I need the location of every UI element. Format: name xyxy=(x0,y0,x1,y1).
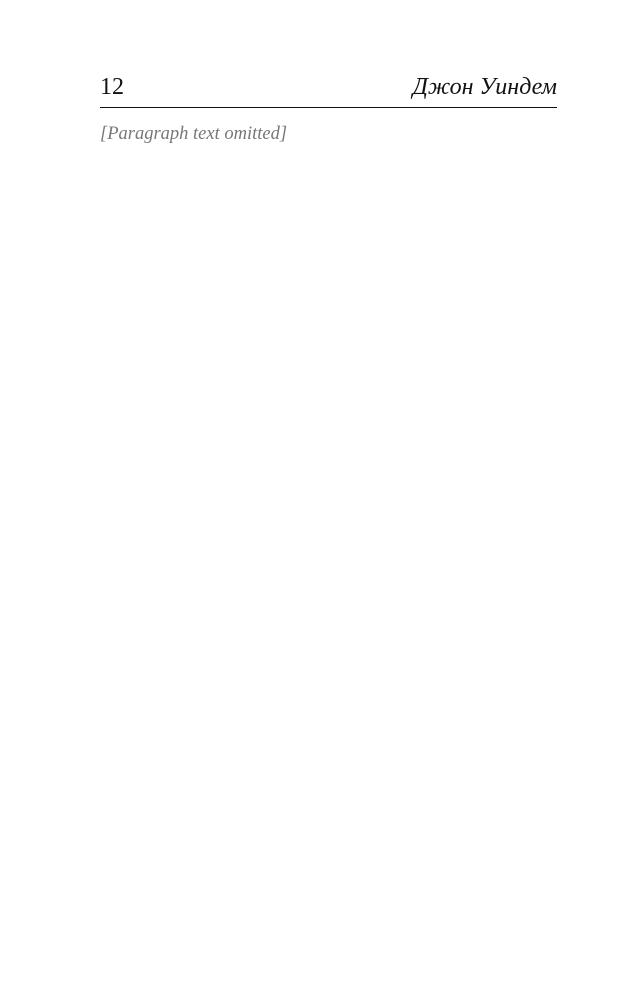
page-body xyxy=(100,124,557,146)
paragraph-placeholder: [Paragraph text omitted] xyxy=(100,124,288,144)
running-head xyxy=(100,74,557,108)
page-number: 12 xyxy=(100,74,124,100)
running-head-author: Джон Уиндем xyxy=(412,74,557,100)
